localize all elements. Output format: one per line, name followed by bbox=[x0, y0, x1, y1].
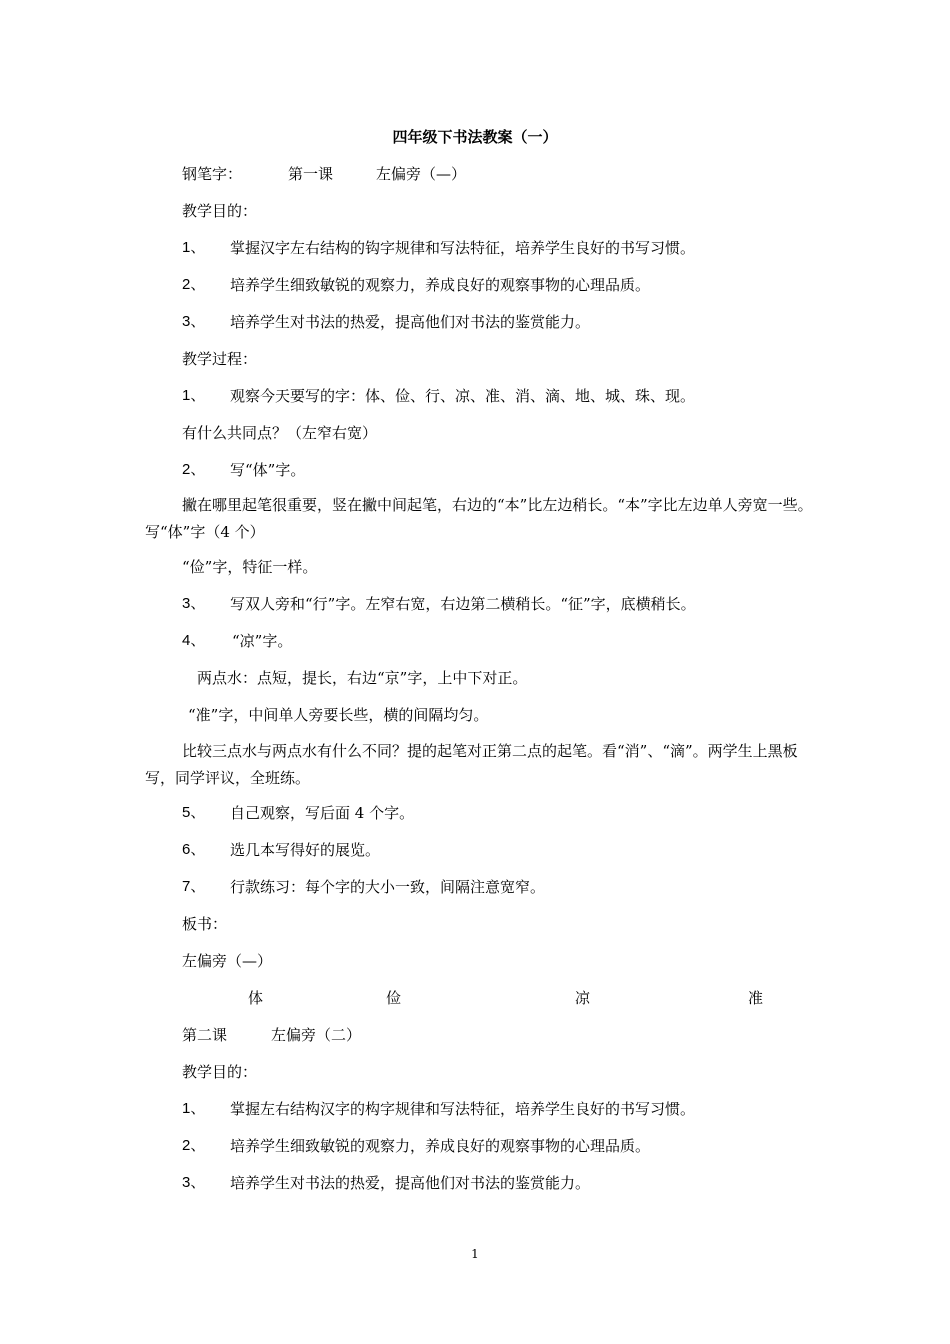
board-char: 准 bbox=[748, 989, 764, 1007]
step-number: 7、 bbox=[182, 878, 206, 895]
page-number: 1 bbox=[471, 1247, 479, 1261]
goal-text: 培养学生对书法的热爱，提高他们对书法的鉴赏能力。 bbox=[230, 313, 591, 331]
jian-line: “俭”字，特征一样。 bbox=[182, 558, 318, 576]
header-lesson: 第一课 bbox=[288, 165, 334, 183]
step-text: 行款练习：每个字的大小一致，间隔注意宽窄。 bbox=[230, 878, 546, 896]
step-text: 观察今天要写的字：体、俭、行、凉、准、消、滴、地、城、珠、现。 bbox=[230, 387, 696, 405]
step-text: 写双人旁和“行”字。左窄右宽，右边第二横稍长。“征”字，底横稍长。 bbox=[230, 595, 696, 613]
goal-number: 3、 bbox=[182, 313, 206, 330]
goal-text: 掌握汉字左右结构的钩字规律和写法特征，培养学生良好的书写习惯。 bbox=[230, 239, 696, 257]
step-text: 选几本写得好的展览。 bbox=[230, 841, 381, 859]
question-line: 有什么共同点？（左窄右宽） bbox=[182, 424, 378, 442]
goal-number: 1、 bbox=[182, 239, 206, 256]
board-char: 凉 bbox=[575, 989, 591, 1007]
process-heading: 教学过程： bbox=[182, 350, 258, 368]
board-char: 体 bbox=[248, 989, 264, 1007]
document-title: 四年级下书法教案（一） bbox=[392, 128, 558, 146]
header-category: 钢笔字： bbox=[182, 165, 243, 183]
goal-number: 2、 bbox=[182, 1137, 206, 1154]
step-number: 3、 bbox=[182, 595, 206, 612]
goal-text: 掌握左右结构汉字的构字规律和写法特征，培养学生良好的书写习惯。 bbox=[230, 1100, 696, 1118]
header-topic: 左偏旁（—） bbox=[376, 165, 467, 183]
step-number: 5、 bbox=[182, 804, 206, 821]
board-heading: 板书： bbox=[182, 915, 228, 933]
liangdian-line: 两点水：点短，提长，右边“京”字，上中下对正。 bbox=[197, 669, 528, 687]
goals-heading: 教学目的： bbox=[182, 1063, 258, 1081]
board-title: 左偏旁（—） bbox=[182, 952, 273, 970]
goal-text: 培养学生细致敏锐的观察力，养成良好的观察事物的心理品质。 bbox=[230, 1137, 651, 1155]
goal-number: 3、 bbox=[182, 1174, 206, 1191]
step-text: 自己观察，写后面 4 个字。 bbox=[230, 804, 415, 822]
lesson2-number: 第二课 bbox=[182, 1026, 228, 1044]
goal-number: 2、 bbox=[182, 276, 206, 293]
goal-number: 1、 bbox=[182, 1100, 206, 1117]
step-number: 1、 bbox=[182, 387, 206, 404]
board-char: 俭 bbox=[386, 989, 402, 1007]
step-text: 写“体”字。 bbox=[230, 461, 306, 479]
step-number: 2、 bbox=[182, 461, 206, 478]
step-number: 4、 bbox=[182, 632, 206, 649]
paragraph: 撇在哪里起笔很重要，竖在撇中间起笔，右边的“本”比左边稍长。“本”字比左边单人旁宽一些。写“体”字（4 个） bbox=[145, 496, 813, 541]
step-text: “凉”字。 bbox=[232, 632, 293, 650]
goal-text: 培养学生对书法的热爱，提高他们对书法的鉴赏能力。 bbox=[230, 1174, 591, 1192]
paragraph: 比较三点水与两点水有什么不同？提的起笔对正第二点的起笔。看“消”、“滴”。两学生上黑板写，同学评议，全班练。 bbox=[145, 742, 798, 787]
goal-text: 培养学生细致敏锐的观察力，养成良好的观察事物的心理品质。 bbox=[230, 276, 651, 294]
step-number: 6、 bbox=[182, 841, 206, 858]
goals-heading: 教学目的： bbox=[182, 202, 258, 220]
zhun-line: “准”字，中间单人旁要长些，横的间隔均匀。 bbox=[188, 706, 489, 724]
lesson2-topic: 左偏旁（二） bbox=[271, 1026, 362, 1044]
